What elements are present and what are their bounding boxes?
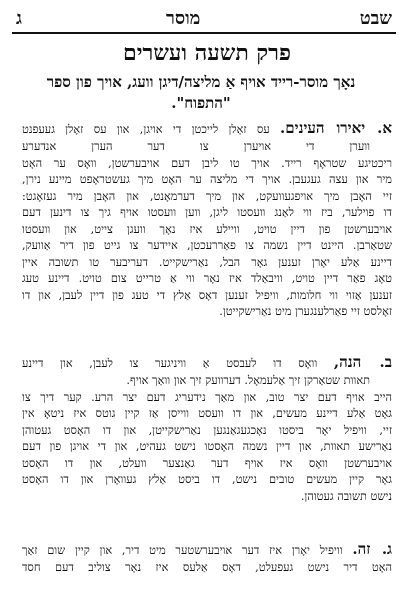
section-lead: א. יאירו העינים. (280, 119, 392, 137)
section-line: אויבערשטן פון דיין טויט, וויילע איז נאָך וועגן צייט, און וועסטו (22, 222, 392, 236)
section-line: עס זאָלן לייכטן די אויגן, און עס זאָלן געעפנט (22, 123, 270, 136)
section-line: זיי האָבן מיך אויפגעוועקט, און מיך דערמאָנט, און האָבן מיר געזאָגט: (22, 189, 392, 203)
subtitle-line: "התפוח". (171, 94, 231, 112)
section-line: תאוות שטאַרקן זיך אַלעמאָל. דערוועק זיך און וואַך אויף. (126, 374, 370, 387)
header-book-title: מוסר (166, 8, 201, 29)
section-line: גאָר קיין מעשים טובים נישט, דו ביסט אַלץ געוואָרן און דו האָסט (22, 473, 392, 486)
chapter-title: פרק תשעה ועשרים (123, 40, 291, 66)
section-lead: ב. הנה, (333, 353, 392, 371)
section-line: ווערן די אויערן צו דער הערן אנדערע (22, 140, 370, 153)
section-lead: ג. זה. (352, 540, 392, 558)
section-line: גאָט אַלע דיינע מעשים, און דו וועסט ווייסן אַז קיין גוטס איז ניטאָ אין (22, 407, 392, 420)
section-gimel (22, 538, 392, 577)
section-line: דיינע אַלע יאָרן זענען גאָר הבל, נאַרישקייט. דעריבער טו תשובה איין (22, 255, 392, 269)
section-line: הייב אויף דעם יצר טוב, און מאַך נידעריג דעם יצר הרע. קער דיך צו (22, 390, 392, 404)
section-line: נאַרישע תאוות, און דיין נשמה האָסטו נישט געהיט, און די אויגן פון דעם (22, 440, 392, 453)
section-first-line (22, 538, 392, 560)
header-month: שבט (359, 8, 392, 29)
chapter-subtitle (28, 72, 374, 114)
subtitle-line: נאָך מוסר-רייד אויף אַ מליצה/דיגן וועג, אויך פון ספר (46, 73, 356, 91)
section-line: וואָס דו לעבסט אַ וויניגער צו לעבן, און דיינע (22, 357, 318, 370)
header-page-letter: ג (16, 8, 22, 29)
section-line: נישט תשובה געטוהן. (300, 489, 392, 503)
section-line: זענען אַזוי ווי חלומות, וויפיל זענען דאָס אַלץ די טעג פון דיין לעבן, און דו (22, 288, 392, 302)
running-header (16, 6, 392, 32)
section-line: וויפיל יאָרן איז דער אויבערשטער מיט דיר, און קיין שום זאַך (22, 544, 343, 557)
section-alef (22, 117, 392, 321)
section-line: מיר און עצה געגעבן. אויך די מליצה ער האָט מיך געשטראָפט מיינע נירן, (22, 173, 392, 186)
section-line: ריכטיגע שטראָף רייד. אויך טו ליבן דעם אויבערשטן, וואָס ער האָט (22, 156, 392, 170)
section-line: דו פוילער, ביז ווי לאַנג װעסטו ליגן, ווען וועסטו אויף גיך צו דינען דעם (22, 206, 392, 219)
section-line: שטאַרבן. היינט דיין נשמה צו פאַררעכטן, איידער צו גייט פון דיר אַוועק, (22, 239, 392, 252)
section-first-line (22, 117, 392, 139)
header-rule (12, 32, 396, 34)
section-line: טאָג פאַר דיין טויט, וויבאַלד איז נאָר ווי אַ טרייט צום טויט. דיינע טעג (22, 272, 392, 285)
section-line: האָט דיר נישט געפעלט, דאָס אַלעס איז נאָר צוליב דעם חסד (22, 561, 392, 574)
section-line: אויבערשטן וואָס איז אויף דער גאַנצער וועלט, און דו האָסט (22, 456, 392, 470)
section-line: זאָלסט זיי פאַרלענגערן מיט נאַרישקייטן. (219, 305, 392, 318)
section-bet (22, 351, 392, 505)
section-first-line (22, 351, 392, 373)
section-line: זיי, וויפיל יאָר ביסטו נאָכגעגאַנגען נאַרישקייטן, און דו האָסט געטוהן (22, 423, 392, 437)
